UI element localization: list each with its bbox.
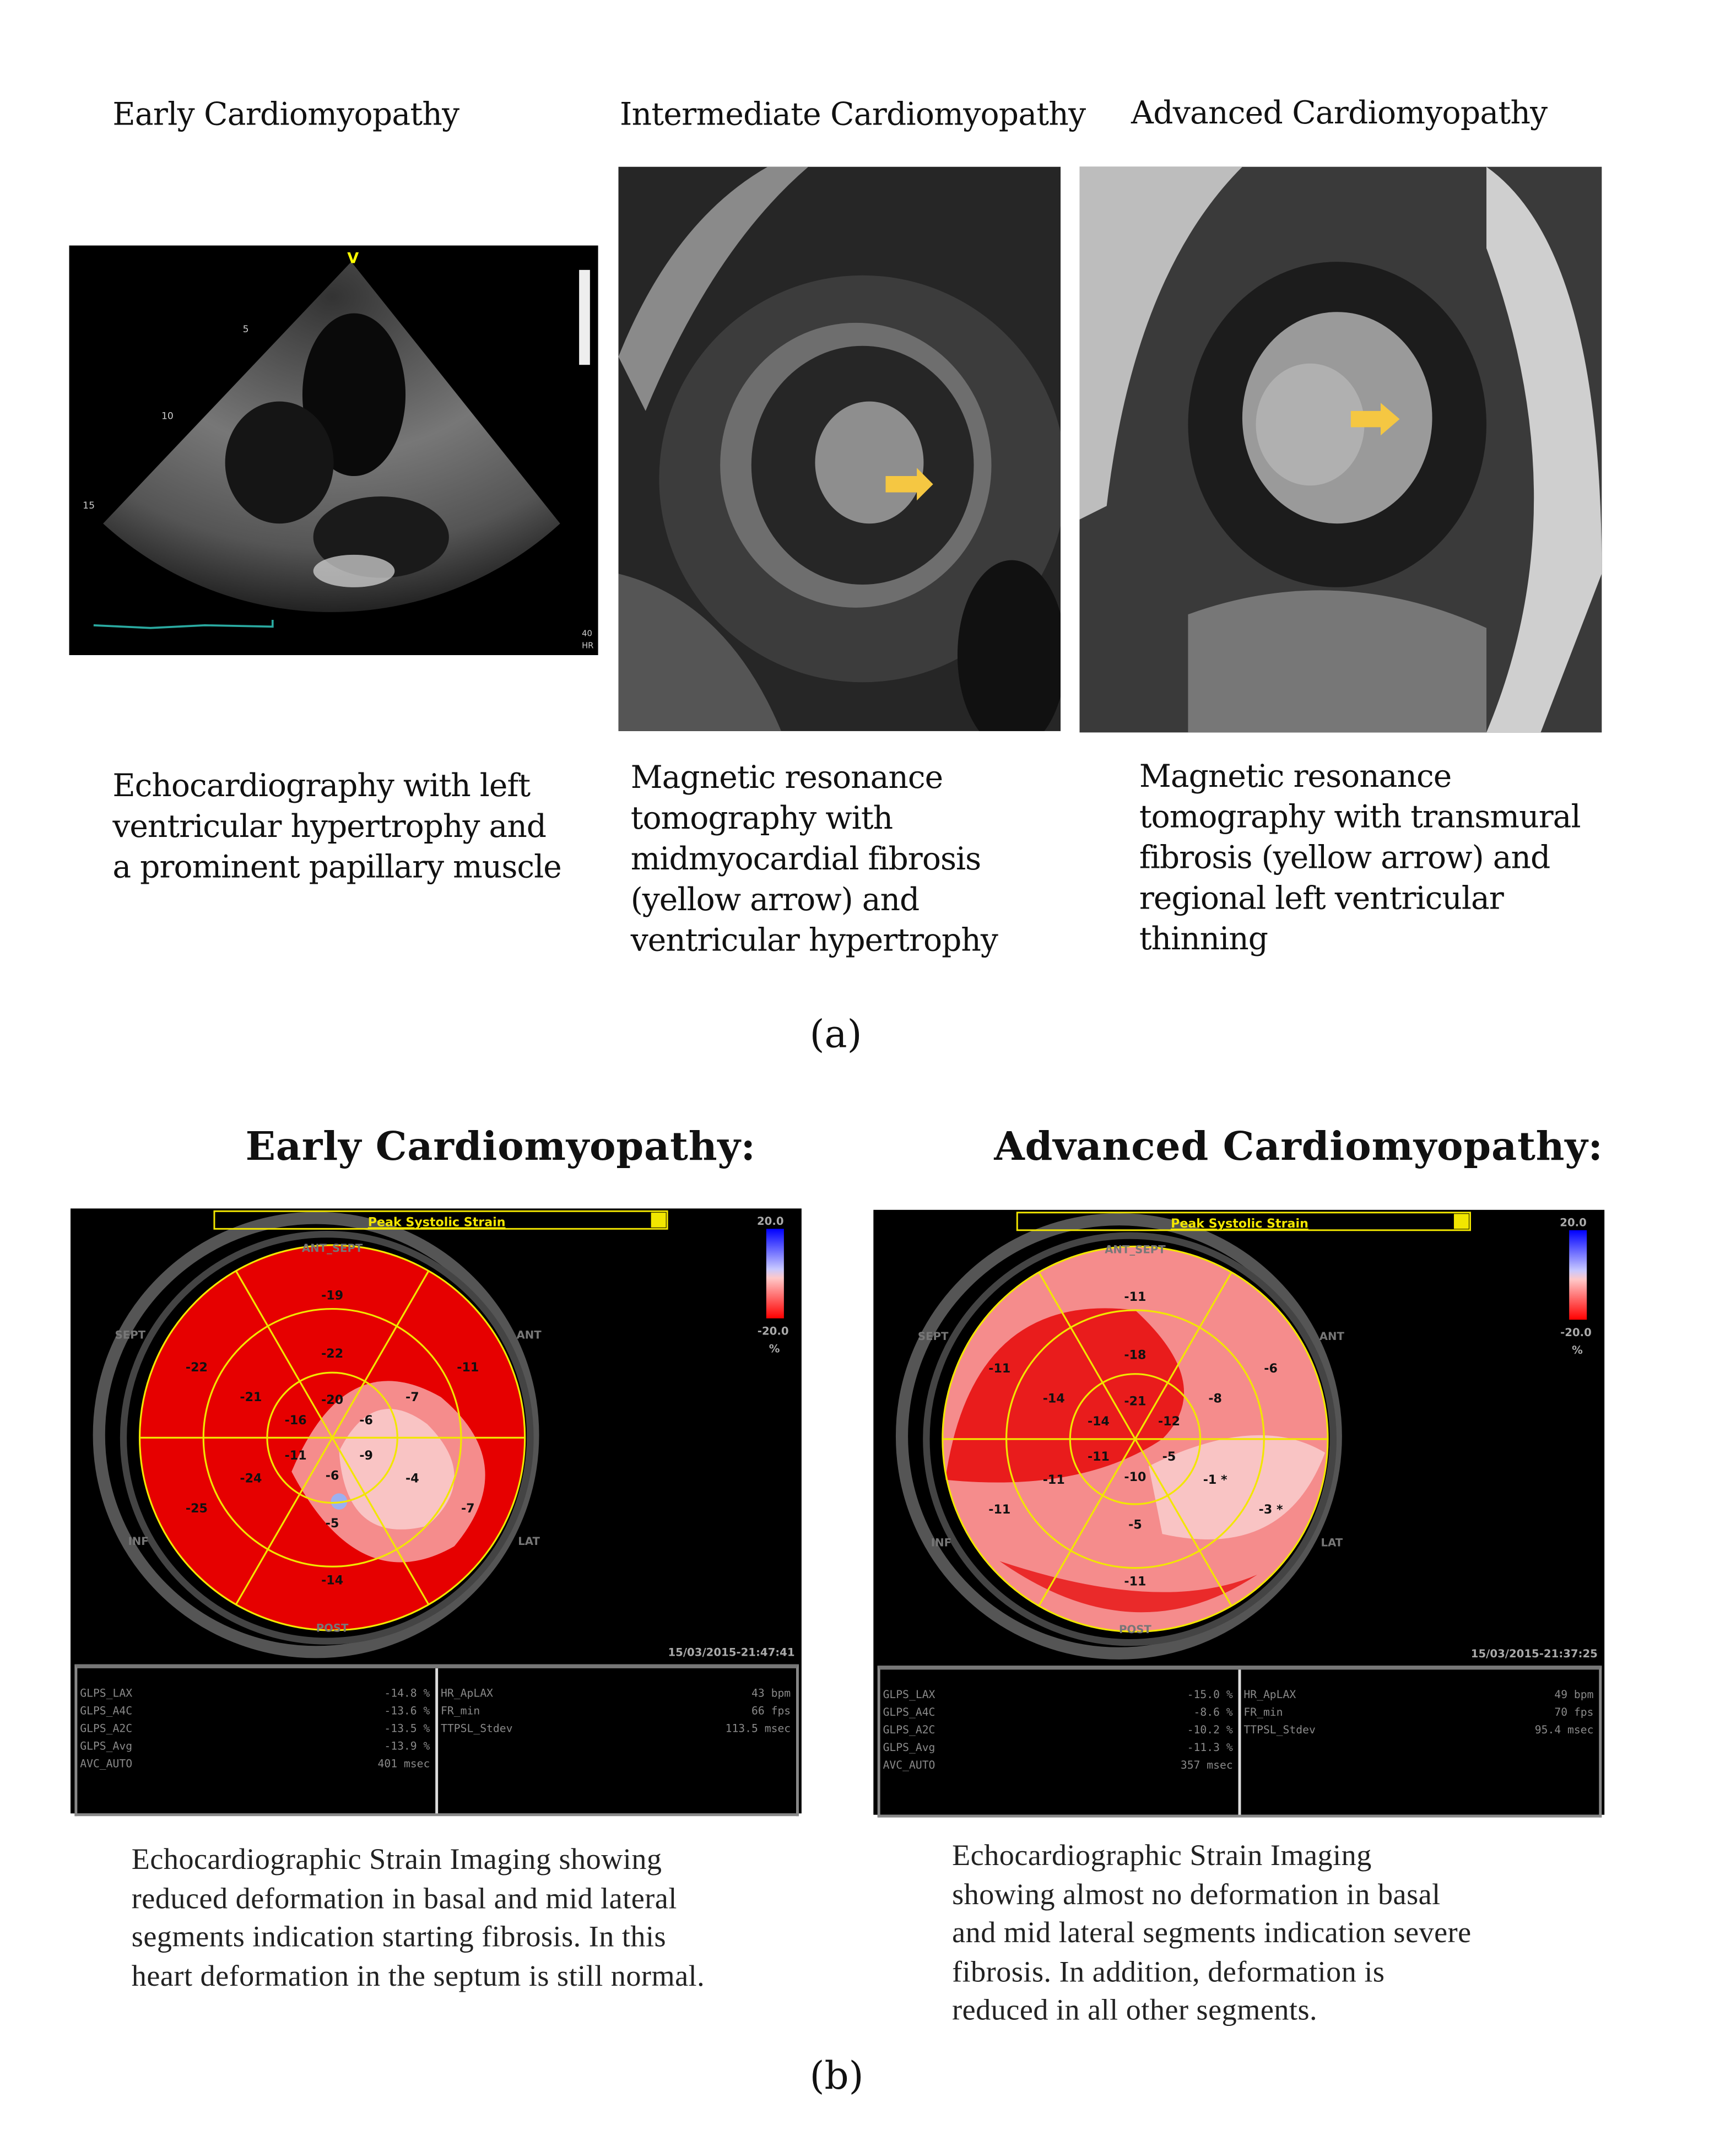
table-right [1239,1669,1599,1814]
caption-line: Echocardiography with left [112,769,531,804]
caption-line: and mid lateral segments indication severe [952,1915,1472,1949]
measurement-name: GLPS_Avg [883,1741,935,1754]
measurement-value: 113.5 msec [725,1722,791,1735]
scale-max-label: 20.0 [756,1214,784,1228]
table-row [80,1740,430,1758]
segment-value: -1 * [1203,1473,1227,1488]
segment-value: -10 [1124,1470,1146,1485]
measurement-name: GLPS_Avg [80,1740,133,1753]
measurement-value: -13.5 % [384,1722,430,1735]
echo-depth-label: 10 [161,410,174,422]
measurement-name: AVC_AUTO [80,1758,133,1770]
measurement-value: 95.4 msec [1534,1723,1594,1736]
caption-line: heart deformation in the septum is still normal. [131,1958,705,1992]
mri-intermediate-image [619,167,1061,731]
table-row [1243,1724,1593,1742]
table-row [883,1724,1233,1742]
strain-caption-early [132,1841,705,1996]
measurement-value: -14.8 % [384,1687,430,1700]
table-row [80,1758,430,1775]
segment-value: -24 [240,1471,262,1486]
caption-line: Echocardiographic Strain Imaging [952,1837,1372,1872]
title-intermediate: Intermediate Cardiomyopathy [619,98,1086,133]
wall-label-post: POST [1119,1623,1151,1636]
segment-value: -9 [359,1448,373,1463]
echo-depth-label: 15 [83,500,95,512]
caption-intermediate [631,758,998,961]
measurement-value: -13.9 % [384,1740,430,1753]
caption-line: regional left ventricular [1139,882,1504,917]
segment-value: -12 [1158,1414,1180,1429]
measurement-value: 66 fps [751,1705,791,1717]
color-scale-bar [766,1229,784,1318]
measurement-name: HR_ApLAX [441,1687,493,1700]
table-row [1243,1706,1593,1724]
measurement-value: 70 fps [1554,1706,1594,1718]
caption-line: segments indication starting fibrosis. In this [131,1919,667,1953]
segment-value: -14 [1042,1391,1065,1406]
scale-unit-label: % [1572,1343,1583,1356]
measurement-name: GLPS_A2C [883,1723,935,1736]
table-row [883,1759,1233,1777]
segment-value: -18 [1124,1348,1146,1363]
table-row [441,1687,791,1705]
measurement-value: -10.2 % [1187,1723,1233,1736]
segment-value: -25 [185,1501,208,1516]
title-advanced: Advanced Cardiomyopathy [1131,96,1548,132]
segment-value: -21 [1124,1394,1146,1409]
dropdown-arrow-icon[interactable] [651,1213,666,1228]
panel-label-a: (a) [809,1012,862,1057]
wall-label-ant-sept: ANT_SEPT [301,1242,363,1255]
segment-value: -22 [321,1347,344,1361]
caption-line: fibrosis (yellow arrow) and [1139,841,1550,877]
caption-line: tomography with transmural [1139,800,1581,836]
segment-value: -6 [359,1413,373,1428]
segment-value: -14 [321,1573,344,1588]
mri-advanced-image [1080,167,1602,733]
caption-line: showing almost no deformation in basal [952,1876,1441,1911]
measurements-table [74,1664,799,1817]
table-row [883,1706,1233,1724]
measurement-value: -11.3 % [1187,1741,1233,1754]
caption-line: Echocardiographic Strain Imaging showing [131,1841,662,1876]
measurement-name: FR_min [441,1705,480,1717]
measurement-name: GLPS_LAX [883,1688,935,1701]
wall-label-ant-sept: ANT_SEPT [1105,1243,1166,1256]
table-left [880,1669,1239,1814]
caption-line: (yellow arrow) and [630,883,920,918]
measurement-name: AVC_AUTO [883,1759,935,1771]
measurement-value: -8.6 % [1193,1706,1233,1718]
table-row [1243,1689,1593,1706]
segment-value: -5 [1162,1450,1176,1464]
measurement-value: 401 msec [377,1758,430,1770]
caption-line: midmyocardial fibrosis [630,842,981,878]
caption-line: fibrosis. In addition, deformation is [952,1954,1385,1988]
echo-depth-label: 5 [242,324,249,336]
scale-min-label: -20.0 [757,1325,789,1338]
measurement-name: GLPS_A4C [80,1705,133,1717]
segment-value: -11 [284,1448,307,1463]
wall-label-ant: ANT [1319,1330,1344,1343]
parameter-label: Peak Systolic Strain [367,1215,506,1230]
table-row [441,1705,791,1722]
scale-unit-label: % [769,1342,780,1355]
table-left [77,1668,435,1813]
wall-label-inf: INF [931,1536,952,1549]
caption-line: Magnetic resonance [1139,759,1452,795]
segment-value: -14 [1087,1414,1110,1429]
segment-value: -11 [988,1503,1011,1517]
segment-value: -5 [325,1516,339,1531]
caption-early [112,766,561,889]
measurement-name: TTPSL_Stdev [441,1722,513,1735]
wall-label-lat: LAT [518,1534,540,1548]
table-row [80,1722,430,1740]
table-row [80,1705,430,1722]
measurement-name: GLPS_A2C [80,1722,133,1735]
strain-title-advanced: Advanced Cardiomyopathy: [994,1123,1603,1169]
wall-label-post: POST [316,1622,349,1635]
scale-max-label: 20.0 [1560,1216,1587,1229]
wall-label-sept: SEPT [917,1330,949,1343]
segment-value: -11 [1124,1574,1146,1589]
measurement-name: GLPS_A4C [883,1706,935,1718]
wall-label-lat: LAT [1321,1536,1343,1549]
echo-marker: V [347,249,359,267]
strain-bullseye-early [71,1208,802,1813]
segment-value: -11 [1087,1450,1110,1464]
strain-title-early: Early Cardiomyopathy: [245,1123,756,1169]
segment-value: -5 [1128,1517,1142,1532]
segment-value: -11 [457,1360,479,1375]
segment-value: -7 [461,1501,475,1516]
segment-value: -11 [1124,1289,1146,1304]
timestamp: 15/03/2015-21:37:25 [1470,1647,1598,1661]
segment-value: -22 [185,1360,208,1375]
table-row [441,1722,791,1740]
caption-line: thinning [1139,922,1268,958]
measurement-value: 357 msec [1180,1759,1233,1771]
strain-bullseye-advanced [873,1210,1604,1815]
echo-hr-label: HR [582,641,594,651]
caption-line: Magnetic resonance [630,761,943,797]
table-row [883,1742,1233,1759]
caption-line: reduced deformation in basal and mid lateral [131,1880,677,1915]
table-row [80,1687,430,1705]
caption-line: reduced in all other segments. [952,1992,1318,2026]
measurement-value: -15.0 % [1187,1688,1233,1701]
segment-value: -21 [240,1390,262,1404]
measurement-name: TTPSL_Stdev [1243,1723,1316,1736]
caption-advanced [1139,757,1581,960]
parameter-label: Peak Systolic Strain [1171,1216,1308,1231]
color-scale-bar [1569,1230,1587,1320]
segment-value: -11 [988,1361,1011,1376]
caption-line: a prominent papillary muscle [112,850,561,886]
table-right [435,1668,796,1813]
caption-line: tomography with [630,801,893,837]
measurements-table [878,1666,1602,1818]
segment-value: -16 [284,1413,307,1428]
echo-hr-value: 40 [582,629,592,639]
table-row [883,1689,1233,1706]
caption-line: ventricular hypertrophy [630,923,998,959]
segment-value: -3 * [1258,1503,1283,1517]
segment-value: -8 [1208,1391,1222,1406]
wall-label-ant: ANT [516,1328,542,1342]
segment-value: -6 [1264,1361,1278,1376]
measurement-value: -13.6 % [384,1705,430,1717]
timestamp: 15/03/2015-21:47:41 [668,1646,795,1659]
measurement-value: 43 bpm [751,1687,791,1700]
segment-value: -20 [321,1392,344,1407]
caption-line: ventricular hypertrophy and [112,809,547,845]
echocardiography-image [69,246,598,655]
dropdown-arrow-icon[interactable] [1454,1214,1469,1229]
measurement-name: FR_min [1243,1706,1283,1718]
measurement-value: 49 bpm [1554,1688,1594,1701]
segment-value: -19 [321,1288,344,1303]
strain-caption-advanced [952,1836,1472,2030]
segment-value: -6 [325,1468,339,1483]
segment-value: -4 [405,1471,419,1486]
segment-value: -7 [405,1390,419,1404]
scale-min-label: -20.0 [1560,1326,1592,1339]
panel-label-b: (b) [809,2053,864,2099]
wall-label-sept: SEPT [115,1328,146,1342]
title-early: Early Cardiomyopathy [112,98,459,133]
wall-label-inf: INF [128,1534,149,1548]
measurement-name: HR_ApLAX [1243,1688,1296,1701]
segment-value: -11 [1042,1473,1065,1488]
measurement-name: GLPS_LAX [80,1687,133,1700]
